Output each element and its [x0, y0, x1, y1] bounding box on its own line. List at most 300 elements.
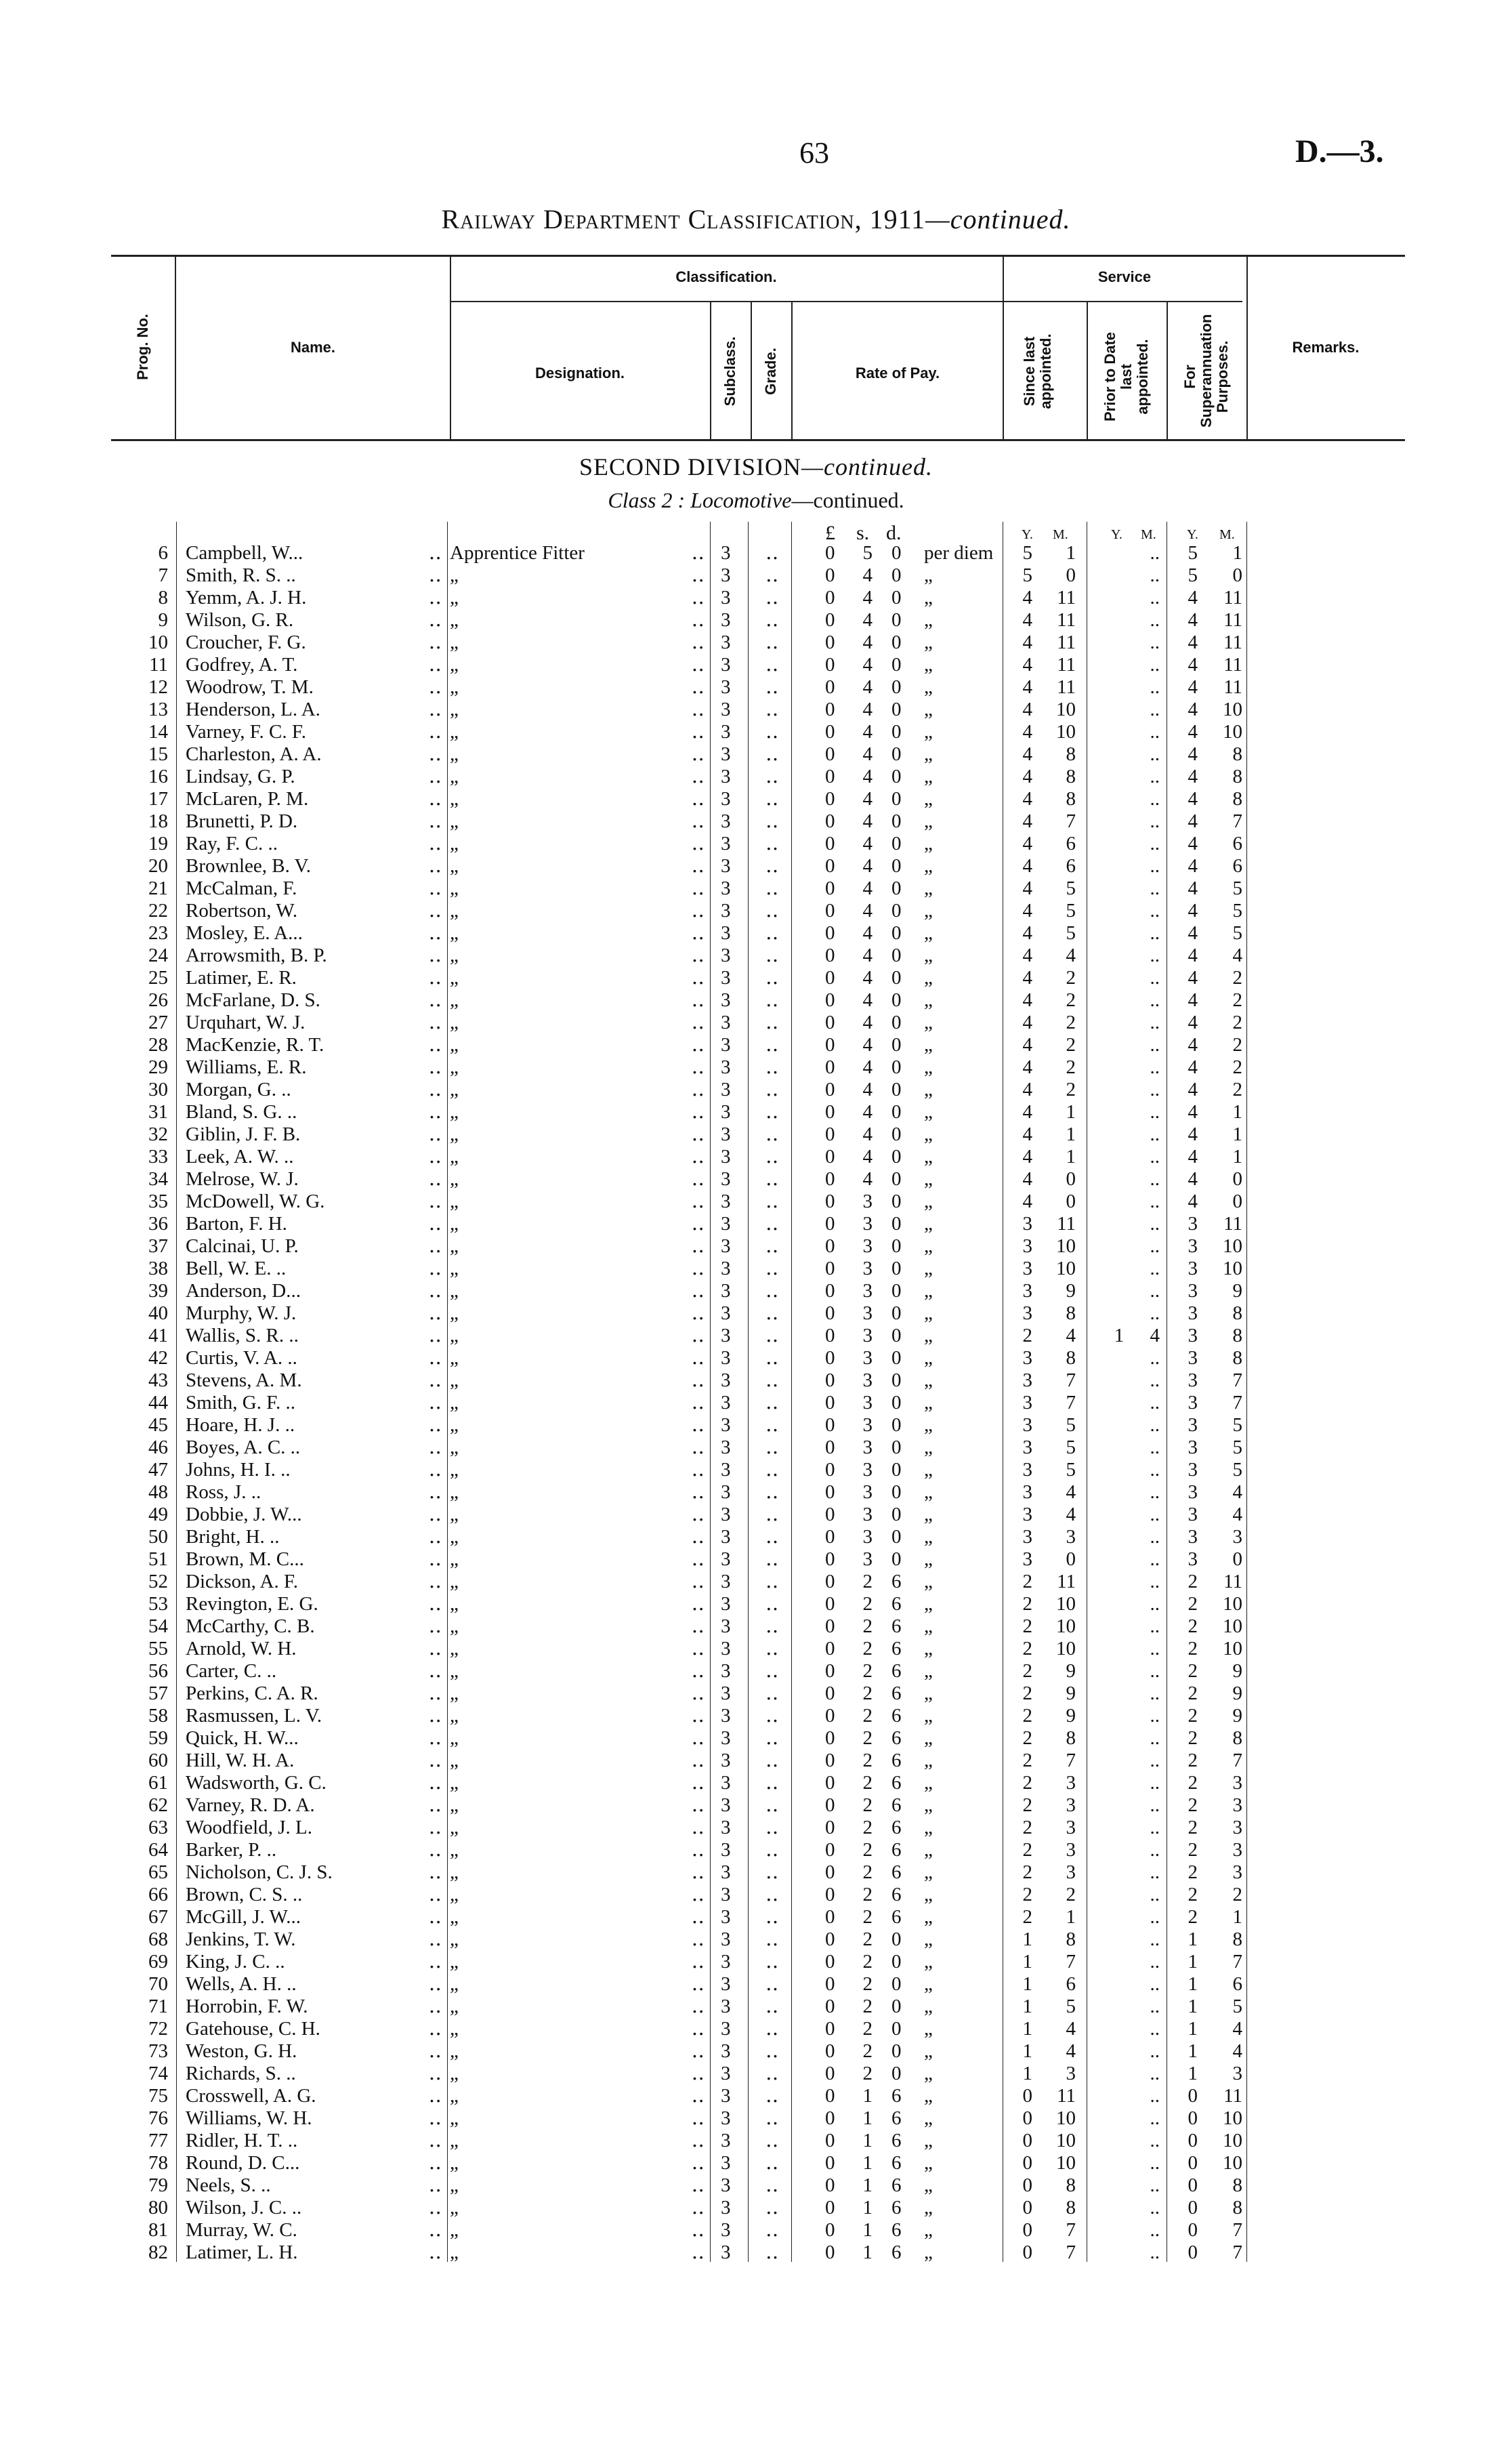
pay-shillings: 4	[862, 609, 873, 631]
subclass: 3	[721, 1168, 731, 1190]
staff-name: Barker, P. ..	[186, 1839, 277, 1861]
since-years: 1	[1022, 1951, 1032, 1973]
super-years: 3	[1188, 1347, 1198, 1369]
staff-name: Williams, W. H.	[186, 2107, 312, 2129]
dot-leader: ‥	[428, 788, 442, 810]
pay-pounds: 0	[825, 564, 835, 586]
dot-leader: ‥	[691, 1325, 705, 1346]
grade-dots: ‥	[765, 1034, 779, 1056]
prog-no: 16	[148, 766, 168, 787]
dot-leader: ‥	[691, 1123, 705, 1145]
prog-no: 25	[148, 967, 168, 989]
super-years: 4	[1188, 855, 1198, 877]
super-years: 2	[1188, 1906, 1198, 1928]
designation: „	[450, 2174, 459, 2196]
grade-dots: ‥	[765, 1884, 779, 1905]
grade-dots: ‥	[765, 2219, 779, 2241]
super-months: 2	[1232, 1012, 1242, 1033]
pay-shillings: 4	[862, 699, 873, 720]
pay-period: „	[924, 1213, 933, 1235]
dot-leader: ‥	[428, 878, 442, 899]
prior-months: ..	[1150, 2152, 1160, 2174]
prior-months: ..	[1150, 2242, 1160, 2263]
dot-leader: ‥	[428, 1437, 442, 1458]
dot-leader: ‥	[428, 1973, 442, 1995]
prior-months: ..	[1150, 1928, 1160, 1950]
since-months: 10	[1056, 1638, 1076, 1659]
pay-pence: 0	[891, 2018, 902, 2040]
designation: „	[450, 587, 459, 608]
pay-period: „	[924, 632, 933, 653]
designation: „	[450, 1906, 459, 1928]
prior-months: ..	[1150, 699, 1160, 720]
since-months: 5	[1066, 878, 1076, 899]
dot-leader: ‥	[691, 2107, 705, 2129]
designation: „	[450, 2152, 459, 2174]
pay-period: „	[924, 855, 933, 877]
pay-pounds: 0	[825, 1101, 835, 1123]
super-months: 10	[1223, 699, 1242, 720]
designation: „	[450, 1593, 459, 1615]
grade-dots: ‥	[765, 1504, 779, 1525]
prog-no: 7	[158, 564, 168, 586]
pay-pounds: 0	[825, 967, 835, 989]
pay-pounds: 0	[825, 878, 835, 899]
since-months: 10	[1056, 721, 1076, 743]
staff-name: Croucher, F. G.	[186, 632, 306, 653]
table-row	[0, 1414, 1512, 1437]
table-row	[0, 900, 1512, 922]
designation: „	[450, 1258, 459, 1279]
table-row	[0, 564, 1512, 587]
staff-name: Stevens, A. M.	[186, 1369, 302, 1391]
dot-leader: ‥	[428, 564, 442, 586]
since-months: 1	[1066, 542, 1076, 564]
pay-pounds: 0	[825, 1392, 835, 1413]
dot-leader: ‥	[691, 967, 705, 989]
super-months: 8	[1232, 2197, 1242, 2218]
designation: „	[450, 2130, 459, 2151]
pay-pence: 6	[891, 1571, 902, 1592]
since-months: 4	[1066, 1504, 1076, 1525]
since-years: 2	[1022, 1817, 1032, 1838]
since-years: 4	[1022, 1012, 1032, 1033]
super-years: 3	[1188, 1258, 1198, 1279]
pay-shillings: 3	[862, 1280, 873, 1302]
staff-name: Anderson, D...	[186, 1280, 301, 1302]
pay-pence: 0	[891, 564, 902, 586]
pay-pence: 6	[891, 1884, 902, 1905]
table-row	[0, 1750, 1512, 1772]
pay-shillings: 3	[862, 1191, 873, 1212]
pay-pounds: 0	[825, 1034, 835, 1056]
designation: „	[450, 878, 459, 899]
pay-pence: 0	[891, 1437, 902, 1458]
dot-leader: ‥	[691, 1951, 705, 1973]
pay-shillings: 4	[862, 743, 873, 765]
since-years: 4	[1022, 676, 1032, 698]
dot-leader: ‥	[691, 2040, 705, 2062]
pay-period: „	[924, 564, 933, 586]
table-row	[0, 945, 1512, 967]
super-months: 10	[1223, 2107, 1242, 2129]
subclass: 3	[721, 2085, 731, 2107]
pay-pence: 0	[891, 1414, 902, 1436]
table-row	[0, 1437, 1512, 1459]
subclass: 3	[721, 1996, 731, 2017]
since-years: 3	[1022, 1280, 1032, 1302]
dot-leader: ‥	[691, 1258, 705, 1279]
prior-months: ..	[1150, 1951, 1160, 1973]
pay-pence: 6	[891, 1906, 902, 1928]
table-row	[0, 1794, 1512, 1817]
pay-pounds: 0	[825, 1817, 835, 1838]
pay-pounds: 0	[825, 1951, 835, 1973]
pay-pence: 6	[891, 2152, 902, 2174]
dot-leader: ‥	[428, 1079, 442, 1100]
grade-dots: ‥	[765, 1459, 779, 1481]
pay-pence: 0	[891, 1146, 902, 1168]
dot-leader: ‥	[428, 1213, 442, 1235]
since-years: 0	[1022, 2152, 1032, 2174]
since-years: 4	[1022, 587, 1032, 608]
prior-months: ..	[1150, 1504, 1160, 1525]
pay-shillings: 3	[862, 1392, 873, 1413]
designation: „	[450, 1928, 459, 1950]
table-row	[0, 2018, 1512, 2040]
prior-months: ..	[1150, 1079, 1160, 1100]
super-years: 3	[1188, 1459, 1198, 1481]
subclass: 3	[721, 1682, 731, 1704]
prior-months: ..	[1150, 1750, 1160, 1771]
designation: „	[450, 1481, 459, 1503]
staff-name: Wells, A. H. ..	[186, 1973, 297, 1995]
prog-no: 37	[148, 1235, 168, 1257]
unit-since-years: Y.	[1022, 527, 1033, 542]
pay-pounds: 0	[825, 1347, 835, 1369]
designation: „	[450, 1056, 459, 1078]
since-months: 3	[1066, 1794, 1076, 1816]
super-months: 2	[1232, 989, 1242, 1011]
since-months: 11	[1057, 632, 1076, 653]
pay-period: „	[924, 945, 933, 966]
since-years: 4	[1022, 1101, 1032, 1123]
table-row	[0, 2063, 1512, 2085]
prog-no: 66	[148, 1884, 168, 1905]
subclass: 3	[721, 1101, 731, 1123]
dot-leader: ‥	[691, 1191, 705, 1212]
super-years: 3	[1188, 1414, 1198, 1436]
dot-leader: ‥	[691, 1682, 705, 1704]
subclass: 3	[721, 1369, 731, 1391]
super-years: 0	[1188, 2130, 1198, 2151]
pay-pounds: 0	[825, 922, 835, 944]
dot-leader: ‥	[691, 1772, 705, 1794]
designation: „	[450, 833, 459, 854]
subclass: 3	[721, 945, 731, 966]
designation: „	[450, 2242, 459, 2263]
dot-leader: ‥	[428, 1727, 442, 1749]
designation: „	[450, 1996, 459, 2017]
dot-leader: ‥	[428, 1392, 442, 1413]
super-years: 2	[1188, 1660, 1198, 1682]
grade-dots: ‥	[765, 1861, 779, 1883]
header-remarks: Remarks.	[1292, 339, 1360, 356]
subclass: 3	[721, 1839, 731, 1861]
grade-dots: ‥	[765, 1392, 779, 1413]
super-months: 11	[1223, 587, 1242, 608]
prog-no: 51	[148, 1548, 168, 1570]
prior-months: ..	[1150, 1861, 1160, 1883]
dot-leader: ‥	[691, 542, 705, 564]
prog-no: 56	[148, 1660, 168, 1682]
pay-shillings: 3	[862, 1258, 873, 1279]
dot-leader: ‥	[691, 1280, 705, 1302]
super-months: 3	[1232, 1772, 1242, 1794]
pay-pence: 6	[891, 2085, 902, 2107]
subclass: 3	[721, 1750, 731, 1771]
pay-shillings: 3	[862, 1504, 873, 1525]
pay-period: „	[924, 1750, 933, 1771]
super-years: 1	[1188, 1951, 1198, 1973]
page-title-main: Railway Department Classification, 1911	[441, 204, 926, 234]
pay-period: „	[924, 2242, 933, 2263]
pay-pence: 6	[891, 1817, 902, 1838]
since-years: 5	[1022, 542, 1032, 564]
subclass: 3	[721, 833, 731, 854]
prog-no: 26	[148, 989, 168, 1011]
super-months: 10	[1223, 1615, 1242, 1637]
pay-period: „	[924, 1235, 933, 1257]
since-years: 1	[1022, 2018, 1032, 2040]
dot-leader: ‥	[691, 1302, 705, 1324]
pay-pounds: 0	[825, 1414, 835, 1436]
pay-shillings: 4	[862, 900, 873, 922]
super-months: 8	[1232, 1325, 1242, 1346]
pay-period: „	[924, 1705, 933, 1727]
dot-leader: ‥	[691, 721, 705, 743]
subclass: 3	[721, 1414, 731, 1436]
staff-name: Urquhart, W. J.	[186, 1012, 306, 1033]
pay-shillings: 4	[862, 676, 873, 698]
since-months: 11	[1057, 654, 1076, 676]
staff-name: Ridler, H. T. ..	[186, 2130, 298, 2151]
dot-leader: ‥	[691, 2152, 705, 2174]
super-years: 4	[1188, 1146, 1198, 1168]
since-years: 2	[1022, 1861, 1032, 1883]
since-months: 10	[1056, 1235, 1076, 1257]
dot-leader: ‥	[428, 1682, 442, 1704]
since-years: 2	[1022, 1884, 1032, 1905]
pay-shillings: 4	[862, 1101, 873, 1123]
prior-months: ..	[1150, 1213, 1160, 1235]
grade-dots: ‥	[765, 743, 779, 765]
since-years: 4	[1022, 1191, 1032, 1212]
grade-dots: ‥	[765, 2040, 779, 2062]
pay-pounds: 0	[825, 2242, 835, 2263]
dot-leader: ‥	[691, 1839, 705, 1861]
dot-leader: ‥	[428, 1235, 442, 1257]
prog-no: 38	[148, 1258, 168, 1279]
dot-leader: ‥	[691, 564, 705, 586]
since-months: 7	[1066, 1392, 1076, 1413]
pay-shillings: 2	[862, 1750, 873, 1771]
super-years: 4	[1188, 1012, 1198, 1033]
grade-dots: ‥	[765, 632, 779, 653]
dot-leader: ‥	[428, 1459, 442, 1481]
pay-pence: 0	[891, 654, 902, 676]
staff-name: Revington, E. G.	[186, 1593, 318, 1615]
pay-pence: 0	[891, 1235, 902, 1257]
grade-dots: ‥	[765, 1168, 779, 1190]
pay-pounds: 0	[825, 1258, 835, 1279]
table-row	[0, 1928, 1512, 1951]
super-years: 4	[1188, 945, 1198, 966]
subclass: 3	[721, 967, 731, 989]
super-months: 7	[1232, 1951, 1242, 1973]
pay-pence: 0	[891, 855, 902, 877]
super-months: 1	[1232, 1123, 1242, 1145]
pay-period: „	[924, 1392, 933, 1413]
since-years: 4	[1022, 1056, 1032, 1078]
dot-leader: ‥	[428, 1571, 442, 1592]
since-years: 3	[1022, 1459, 1032, 1481]
super-months: 6	[1232, 833, 1242, 854]
super-years: 1	[1188, 2018, 1198, 2040]
table-row	[0, 1884, 1512, 1906]
super-months: 5	[1232, 922, 1242, 944]
staff-name: Perkins, C. A. R.	[186, 1682, 318, 1704]
staff-name: Ross, J. ..	[186, 1481, 261, 1503]
table-row	[0, 788, 1512, 810]
grade-dots: ‥	[765, 1750, 779, 1771]
designation: „	[450, 1973, 459, 1995]
designation: „	[450, 676, 459, 698]
table-row	[0, 609, 1512, 632]
prior-months: ..	[1150, 609, 1160, 631]
super-months: 3	[1232, 1794, 1242, 1816]
designation: „	[450, 2040, 459, 2062]
grade-dots: ‥	[765, 2130, 779, 2151]
pay-pence: 6	[891, 2130, 902, 2151]
staff-name: King, J. C. ..	[186, 1951, 285, 1973]
table-row	[0, 989, 1512, 1012]
staff-name: Brown, M. C...	[186, 1548, 304, 1570]
table-row	[0, 1638, 1512, 1660]
since-years: 0	[1022, 2242, 1032, 2263]
subclass: 3	[721, 766, 731, 787]
prior-months: ..	[1150, 1369, 1160, 1391]
pay-pence: 0	[891, 1951, 902, 1973]
prior-months: ..	[1150, 1638, 1160, 1659]
subclass: 3	[721, 2018, 731, 2040]
subclass: 3	[721, 2063, 731, 2084]
since-years: 2	[1022, 1772, 1032, 1794]
since-months: 10	[1056, 1593, 1076, 1615]
pay-pounds: 0	[825, 587, 835, 608]
dot-leader: ‥	[428, 1615, 442, 1637]
staff-name: Lindsay, G. P.	[186, 766, 295, 787]
prog-no: 72	[148, 2018, 168, 2040]
subclass: 3	[721, 564, 731, 586]
dot-leader: ‥	[428, 1302, 442, 1324]
staff-name: Robertson, W.	[186, 900, 298, 922]
table-row	[0, 1258, 1512, 1280]
prior-months: ..	[1150, 855, 1160, 877]
staff-name: Bright, H. ..	[186, 1526, 280, 1548]
grade-dots: ‥	[765, 654, 779, 676]
pay-period: „	[924, 609, 933, 631]
pay-shillings: 4	[862, 766, 873, 787]
super-years: 1	[1188, 1928, 1198, 1950]
grade-dots: ‥	[765, 1794, 779, 1816]
super-years: 4	[1188, 900, 1198, 922]
table-row	[0, 2130, 1512, 2152]
pay-pence: 0	[891, 922, 902, 944]
super-months: 11	[1223, 2085, 1242, 2107]
prior-months: ..	[1150, 1168, 1160, 1190]
super-years: 1	[1188, 1973, 1198, 1995]
grade-dots: ‥	[765, 1414, 779, 1436]
prog-no: 55	[148, 1638, 168, 1659]
class-heading	[0, 488, 1512, 513]
super-years: 3	[1188, 1504, 1198, 1525]
subclass: 3	[721, 2242, 731, 2263]
staff-name: McCarthy, C. B.	[186, 1615, 315, 1637]
staff-name: Arrowsmith, B. P.	[186, 945, 327, 966]
dot-leader: ‥	[691, 1101, 705, 1123]
prior-months: ..	[1150, 788, 1160, 810]
pay-shillings: 3	[862, 1325, 873, 1346]
staff-name: Wadsworth, G. C.	[186, 1772, 327, 1794]
subclass: 3	[721, 1056, 731, 1078]
prog-no: 17	[148, 788, 168, 810]
table-row	[0, 1101, 1512, 1123]
staff-name: Bell, W. E. ..	[186, 1258, 287, 1279]
pay-shillings: 4	[862, 1123, 873, 1145]
since-months: 4	[1066, 2018, 1076, 2040]
grade-dots: ‥	[765, 1839, 779, 1861]
pay-pence: 0	[891, 1012, 902, 1033]
staff-name: Smith, G. F. ..	[186, 1392, 296, 1413]
prog-no: 52	[148, 1571, 168, 1592]
designation: „	[450, 1817, 459, 1838]
since-months: 9	[1066, 1705, 1076, 1727]
pay-shillings: 2	[862, 1996, 873, 2017]
dot-leader: ‥	[428, 1772, 442, 1794]
subclass: 3	[721, 609, 731, 631]
super-years: 4	[1188, 1191, 1198, 1212]
subclass: 3	[721, 2152, 731, 2174]
subclass: 3	[721, 1504, 731, 1525]
pay-pence: 6	[891, 1839, 902, 1861]
designation: „	[450, 654, 459, 676]
pay-pence: 0	[891, 1526, 902, 1548]
dot-leader: ‥	[691, 587, 705, 608]
dot-leader: ‥	[428, 2197, 442, 2218]
since-months: 2	[1066, 1012, 1076, 1033]
prior-months: ..	[1150, 1996, 1160, 2017]
dot-leader: ‥	[691, 1504, 705, 1525]
grade-dots: ‥	[765, 1235, 779, 1257]
designation: „	[450, 1727, 459, 1749]
pay-pounds: 0	[825, 1996, 835, 2017]
staff-name: Ray, F. C. ..	[186, 833, 278, 854]
prog-no: 23	[148, 922, 168, 944]
super-years: 2	[1188, 1615, 1198, 1637]
super-years: 1	[1188, 1996, 1198, 2017]
subclass: 3	[721, 1392, 731, 1413]
